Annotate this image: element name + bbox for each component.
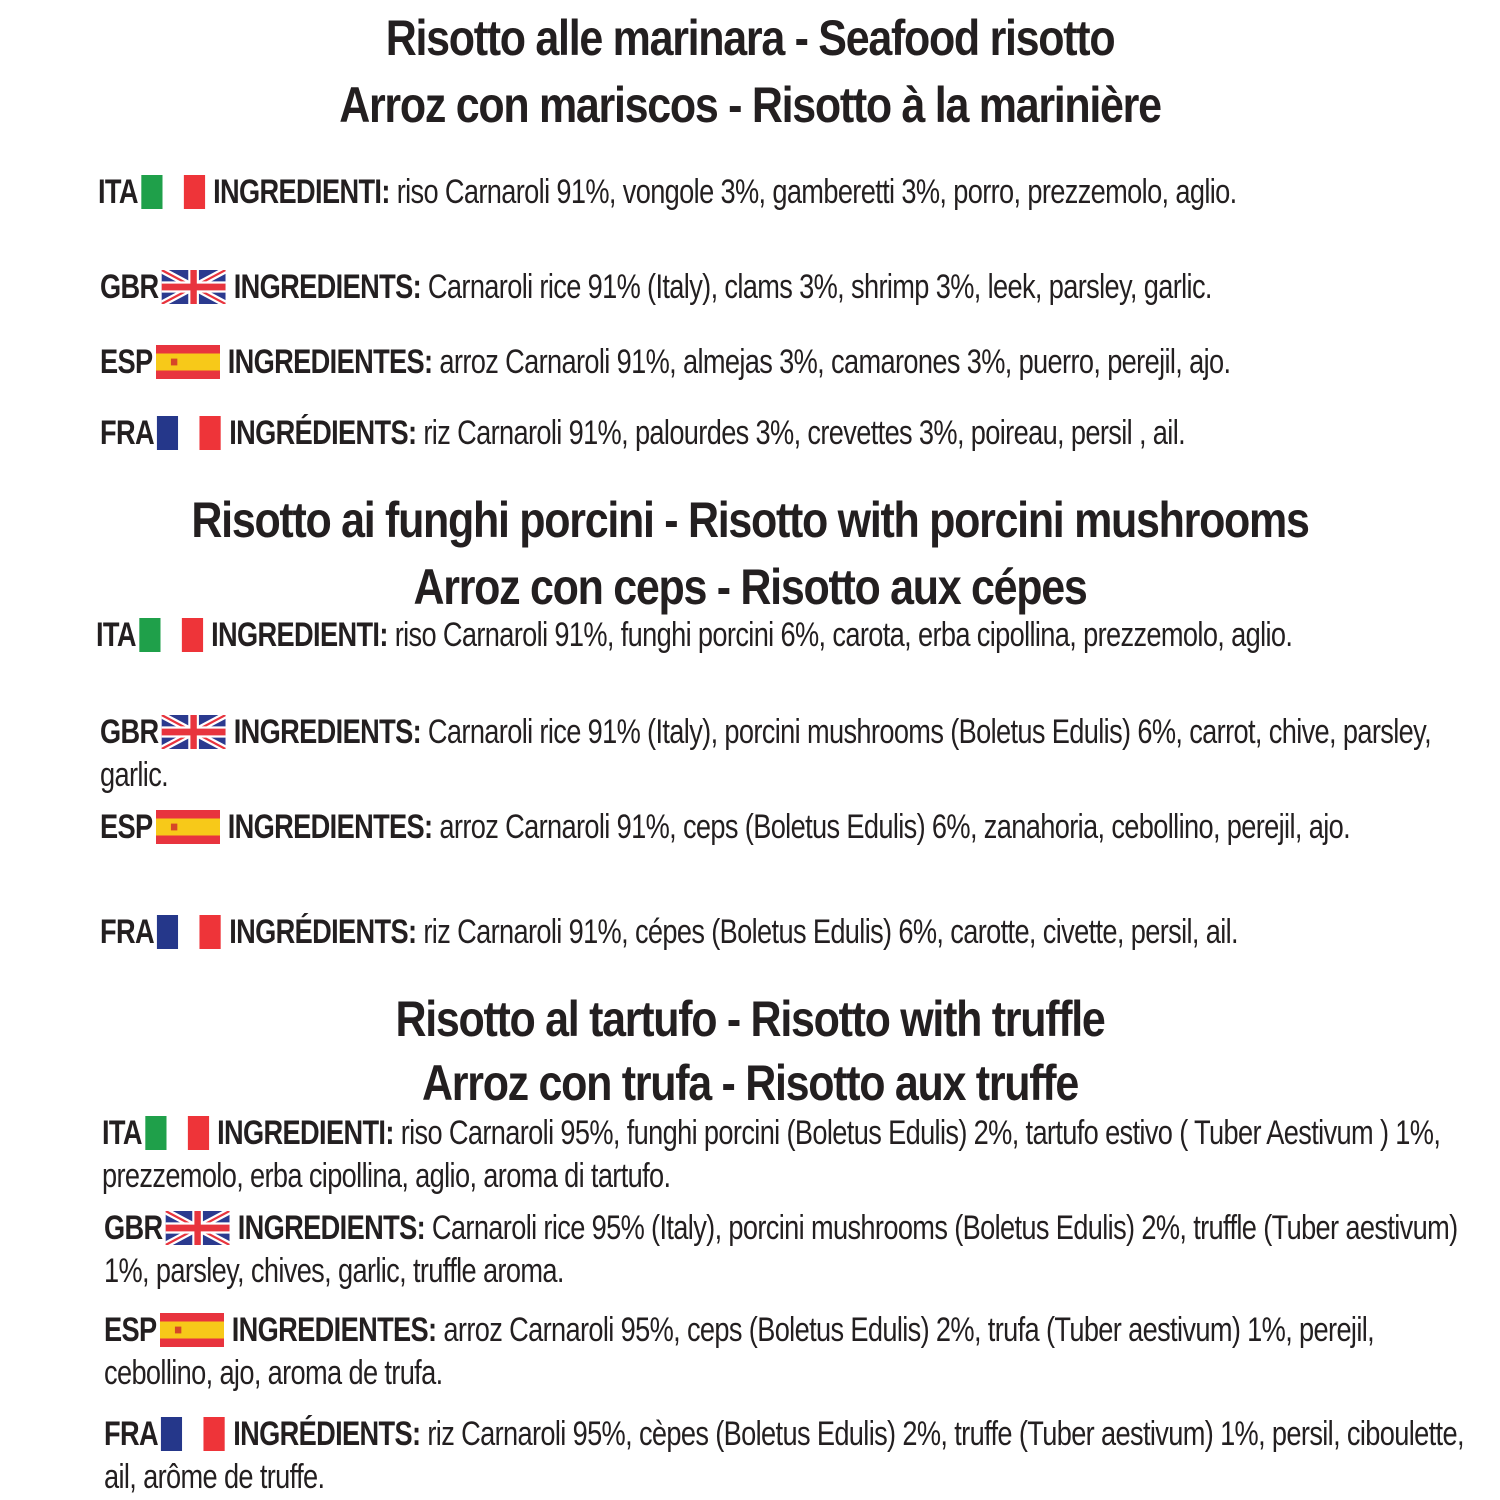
section-3-title-line-1: Risotto al tartufo - Risotto with truffle <box>395 991 1105 1047</box>
ingredients-entry-esp <box>100 341 1480 384</box>
ingredients-text: riz Carnaroli 91%, cépes (Boletus Edulis) 6%, carotte, civette, persil, ail. <box>423 913 1238 951</box>
language-code: GBR <box>104 1209 163 1247</box>
ingredients-entry-gbr <box>100 711 1480 797</box>
language-code: ITA <box>98 173 138 211</box>
spain-flag-icon <box>156 810 220 844</box>
italy-flag-icon <box>145 1116 209 1150</box>
ingredients-label: INGREDIENTI: <box>217 1114 394 1152</box>
ingredients-text: Carnaroli rice 95% (Italy), porcini mushrooms (Boletus Edulis) 2%, truffle (Tuber aestivum) 1%, parsley, chives, garlic, truffle aroma. <box>104 1209 1458 1290</box>
ingredients-label: INGREDIENTES: <box>227 808 433 846</box>
ingredients-label: INGREDIENTS: <box>237 1209 425 1247</box>
language-code: ESP <box>100 343 153 381</box>
ingredients-entry-ita <box>98 171 1478 214</box>
ingredients-label: INGREDIENTS: <box>233 268 421 306</box>
ingredients-label: INGRÉDIENTS: <box>229 913 417 951</box>
ingredients-text: riz Carnaroli 95%, cèpes (Boletus Edulis) 2%, truffe (Tuber aestivum) 1%, persil, ciboulette, ail, arôme de truffe. <box>104 1415 1464 1496</box>
language-code: GBR <box>100 713 159 751</box>
spain-flag-icon <box>160 1313 224 1347</box>
ingredients-label: INGREDIENTES: <box>231 1311 437 1349</box>
section-1-title-line-1: Risotto alle marinara - Seafood risotto <box>385 10 1115 66</box>
france-flag-icon <box>161 1417 225 1451</box>
ingredients-entry-fra <box>104 1413 1484 1499</box>
ingredients-label: INGRÉDIENTS: <box>233 1415 421 1453</box>
ingredients-text: Carnaroli rice 91% (Italy), clams 3%, shrimp 3%, leek, parsley, garlic. <box>427 268 1212 306</box>
section-2-title-line-1: Risotto ai funghi porcini - Risotto with porcini mushrooms <box>191 492 1309 548</box>
ingredients-entry-fra <box>100 911 1480 954</box>
language-code: ESP <box>100 808 153 846</box>
language-code: FRA <box>100 414 154 452</box>
uk-flag-icon <box>162 270 226 304</box>
ingredients-entry-ita <box>96 614 1476 657</box>
ingredients-text: arroz Carnaroli 91%, ceps (Boletus Edulis) 6%, zanahoria, cebollino, perejil, ajo. <box>439 808 1351 846</box>
spain-flag-icon <box>156 345 220 379</box>
ingredients-entry-gbr <box>104 1207 1484 1293</box>
ingredients-text: riz Carnaroli 91%, palourdes 3%, crevettes 3%, poireau, persil , ail. <box>423 414 1186 452</box>
language-code: ESP <box>104 1311 157 1349</box>
section-1-title-line-2: Arroz con mariscos - Risotto à la marinière <box>339 77 1161 133</box>
ingredients-text: riso Carnaroli 91%, funghi porcini 6%, carota, erba cipollina, prezzemolo, aglio. <box>394 616 1293 654</box>
ingredients-entry-esp <box>104 1309 1484 1395</box>
italy-flag-icon <box>139 618 203 652</box>
ingredients-entry-ita <box>102 1112 1482 1198</box>
ingredients-entry-esp <box>100 806 1480 849</box>
ingredients-text: riso Carnaroli 95%, funghi porcini (Boletus Edulis) 2%, tartufo estivo ( Tuber Aestivum ) 1%, prezzemolo, erba cipollina, aglio, aroma di tartufo. <box>102 1114 1441 1195</box>
uk-flag-icon <box>162 715 226 749</box>
ingredients-text: arroz Carnaroli 91%, almejas 3%, camarones 3%, puerro, perejil, ajo. <box>439 343 1231 381</box>
ingredients-entry-fra <box>100 412 1480 455</box>
ingredients-label: INGREDIENTS: <box>233 713 421 751</box>
language-code: ITA <box>102 1114 142 1152</box>
language-code: GBR <box>100 268 159 306</box>
uk-flag-icon <box>166 1211 230 1245</box>
ingredients-text: arroz Carnaroli 95%, ceps (Boletus Edulis) 2%, trufa (Tuber aestivum) 1%, perejil, cebollino, ajo, aroma de trufa. <box>104 1311 1375 1392</box>
section-2-title-line-2: Arroz con ceps - Risotto aux cépes <box>413 559 1087 615</box>
section-3-title-line-2: Arroz con trufa - Risotto aux truffe <box>422 1055 1078 1111</box>
language-code: FRA <box>100 913 154 951</box>
ingredients-label: INGREDIENTI: <box>213 173 390 211</box>
ingredients-text: riso Carnaroli 91%, vongole 3%, gamberetti 3%, porro, prezzemolo, aglio. <box>396 173 1237 211</box>
language-code: ITA <box>96 616 136 654</box>
ingredients-label: INGREDIENTES: <box>227 343 433 381</box>
ingredients-text: Carnaroli rice 91% (Italy), porcini mushrooms (Boletus Edulis) 6%, carrot, chive, parsley, garlic. <box>100 713 1431 794</box>
italy-flag-icon <box>141 175 205 209</box>
france-flag-icon <box>157 416 221 450</box>
language-code: FRA <box>104 1415 158 1453</box>
france-flag-icon <box>157 915 221 949</box>
ingredients-entry-gbr <box>100 266 1480 309</box>
ingredients-label: INGRÉDIENTS: <box>229 414 417 452</box>
ingredients-label: INGREDIENTI: <box>211 616 388 654</box>
